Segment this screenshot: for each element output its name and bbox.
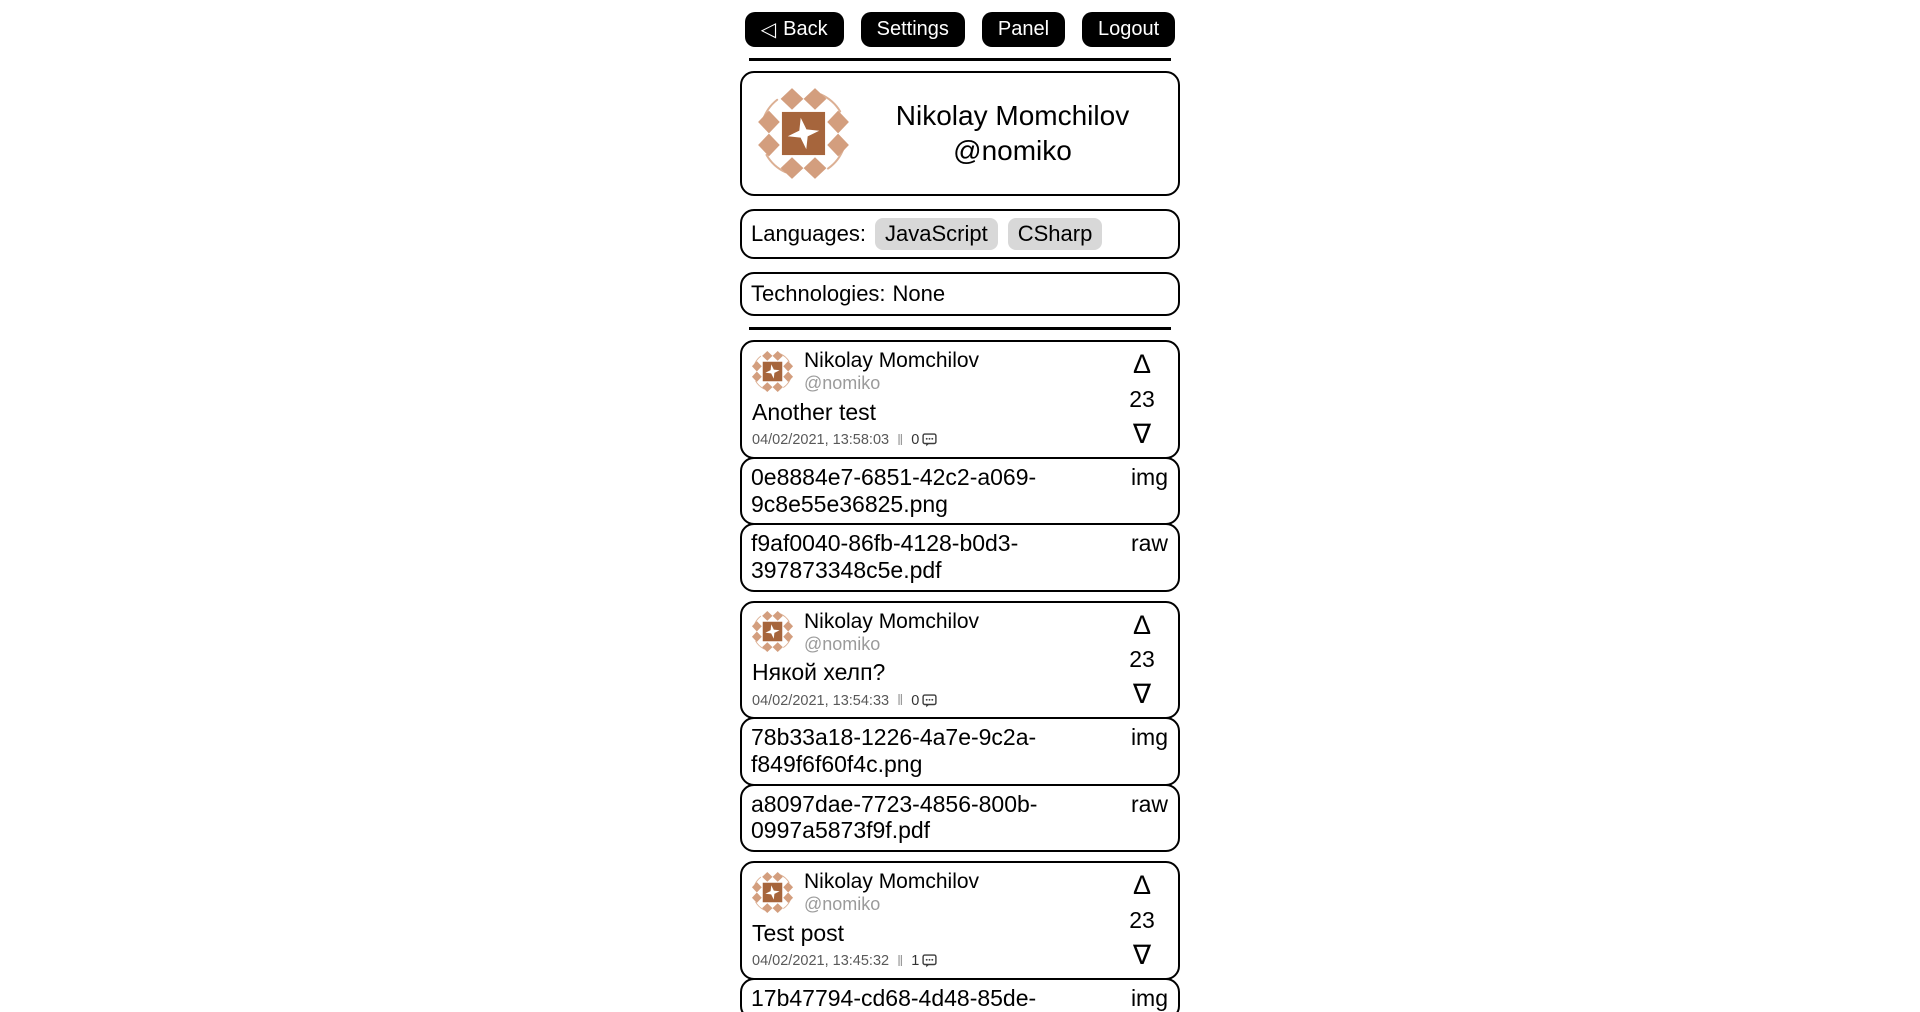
post-header[interactable] [740,861,1180,980]
language-tags [875,218,1102,250]
post-author-avatar [751,871,794,914]
post-author-names [804,349,979,394]
meta-separator: ‖ [897,952,904,970]
profile-handle: @nomiko [953,134,1072,166]
downvote-button[interactable]: ∇ [1132,939,1152,970]
attachment-type-label: raw [1130,530,1168,557]
attachment-row[interactable] [740,717,1180,785]
post-author-name: Nikolay Momchilov [804,349,980,372]
back-button[interactable] [745,12,844,47]
comment-bubble-icon [922,954,937,968]
profile-page [740,0,1180,1012]
back-arrow-icon: ◁ [760,19,777,41]
profile-card [740,71,1180,196]
upvote-button[interactable]: Δ [1132,870,1152,901]
downvote-button[interactable]: ∇ [1132,418,1152,449]
post-meta [752,432,1108,449]
attachment-type-label: img [1130,724,1168,751]
language-tag: JavaScript [875,218,998,250]
post-title: Някой хелп? [752,659,886,686]
post-timestamp: 04/02/2021, 13:54:33 [752,692,890,709]
posts-list [740,340,1180,1012]
upvote-button[interactable]: Δ [1132,349,1152,379]
attachment-row[interactable] [740,978,1180,1012]
technologies-label: Technologies: [751,281,886,306]
comment-bubble-icon [922,433,937,447]
post-meta [752,953,1108,970]
vote-controls [1120,609,1164,710]
post-author-handle: @nomiko [804,894,881,915]
vote-controls [1120,872,1164,969]
post-author-row [751,870,1108,915]
attachments-list [740,457,1180,592]
attachments-list [740,717,1180,852]
technologies-card [740,272,1180,316]
comment-counter [911,693,937,709]
post-author-names [804,610,979,655]
upvote-button[interactable]: Δ [1132,609,1152,640]
meta-separator: ‖ [897,692,904,710]
comment-counter [911,953,937,969]
vote-count: 23 [1129,385,1155,412]
post-author-avatar [751,350,794,393]
post-author-handle: @nomiko [804,633,881,654]
attachment-type-label: raw [1130,790,1168,817]
downvote-button[interactable]: ∇ [1132,679,1152,710]
post-timestamp: 04/02/2021, 13:58:03 [752,432,890,449]
attachment-row[interactable] [740,457,1180,525]
post-header[interactable] [740,340,1180,459]
languages-card [740,209,1180,259]
profile-names [861,99,1164,167]
attachment-filename: 0e8884e7-6851-42c2-a069-9c8e55e36825.png [751,463,1037,517]
post-meta [752,692,1108,709]
vote-controls [1120,351,1164,448]
languages-label: Languages: [751,221,866,246]
post-author-row [751,349,1108,394]
attachment-filename: f9af0040-86fb-4128-b0d3-397873348c5e.pdf [751,530,1019,583]
post-author-name: Nikolay Momchilov [804,870,980,894]
language-tag: CSharp [1008,218,1103,250]
attachment-type-label: img [1130,463,1168,490]
attachment-filename: 78b33a18-1226-4a7e-9c2a-f849f6f60f4c.png [751,724,1037,778]
profile-name: Nikolay Momchilov [895,100,1130,132]
post-title: Test post [752,919,845,946]
comment-bubble-icon [922,694,937,708]
attachment-row[interactable] [740,523,1180,591]
section-divider-top [749,58,1171,61]
technologies-value: None [892,281,946,306]
toolbar [740,12,1180,47]
logout-button[interactable]: Logout [1082,12,1175,47]
meta-separator: ‖ [897,431,904,449]
panel-button[interactable]: Panel [982,12,1065,47]
attachment-filename: 17b47794-cd68-4d48-85de- [751,984,1037,1011]
vote-count: 23 [1129,906,1155,933]
comment-count: 1 [911,953,920,970]
post-author-handle: @nomiko [804,373,881,394]
attachment-row[interactable] [740,784,1180,852]
comment-counter [911,432,937,448]
attachment-type-label: img [1130,984,1168,1011]
post-header[interactable] [740,601,1180,720]
settings-button[interactable]: Settings [861,12,965,47]
attachments-list [740,978,1180,1012]
comment-count: 0 [911,432,920,449]
post [740,340,1180,592]
post [740,601,1180,853]
post [740,861,1180,1012]
back-button-label: Back [783,18,828,40]
section-divider-posts [749,327,1171,330]
attachment-filename: a8097dae-7723-4856-800b-0997a5873f9f.pdf [751,790,1038,844]
post-author-name: Nikolay Momchilov [804,609,980,633]
post-author-row [751,610,1108,655]
vote-count: 23 [1129,646,1155,673]
post-author-names [804,870,979,915]
post-title: Another test [752,398,877,425]
post-author-avatar [751,610,794,653]
post-timestamp: 04/02/2021, 13:45:32 [752,953,890,970]
profile-avatar [756,86,851,181]
comment-count: 0 [911,692,920,709]
